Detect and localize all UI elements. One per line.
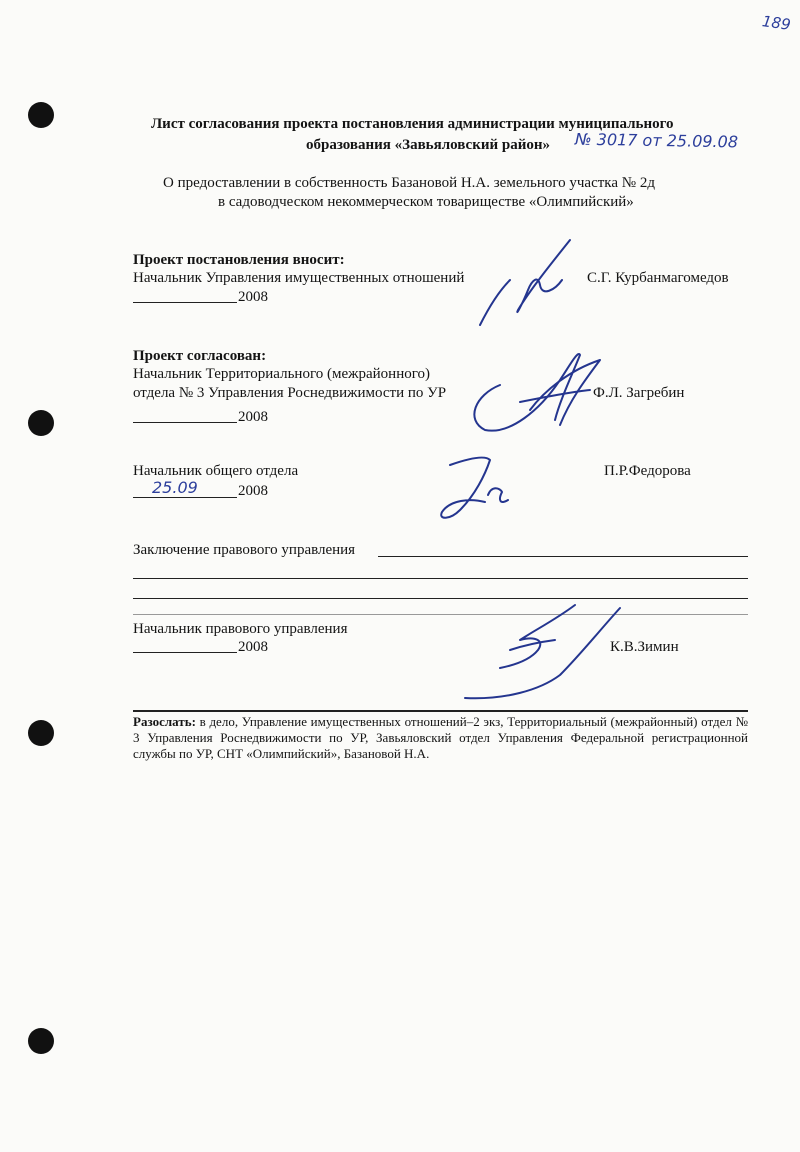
submitted-position: Начальник Управления имущественных отношений [133, 270, 465, 286]
binder-hole [28, 720, 54, 746]
agreed-year: 2008 [238, 409, 268, 425]
binder-hole [28, 410, 54, 436]
page-number: 189 [760, 12, 792, 34]
legal-position: Начальник правового управления [133, 621, 348, 637]
agreed-name: Ф.Л. Загребин [593, 385, 685, 401]
conclusion-line [133, 598, 748, 599]
signature-fedorova [430, 450, 520, 525]
agreed-heading: Проект согласован: [133, 348, 267, 364]
conclusion-line [133, 578, 748, 579]
submitted-name: С.Г. Курбанмагомедов [587, 270, 729, 286]
binder-hole [28, 1028, 54, 1054]
signature-zagrebin [460, 340, 610, 440]
title-line-2: образования «Завьяловский район» [306, 137, 551, 153]
legal-conclusion-label: Заключение правового управления [133, 542, 356, 558]
general-date-handwritten: 25.09 [152, 478, 198, 497]
general-year: 2008 [238, 483, 268, 499]
date-blank [133, 652, 237, 653]
date-blank [133, 302, 237, 303]
agreed-position-1: Начальник Территориального (межрайонного) [133, 366, 430, 382]
title-line-1: Лист согласования проекта постановления администрации муниципального [151, 116, 674, 132]
distribution-label: Разослать: [133, 714, 196, 729]
subject-line-2: в садоводческом некоммерческом товариществе «Олимпийский» [218, 194, 634, 210]
legal-name: К.В.Зимин [610, 639, 679, 655]
conclusion-line [378, 556, 748, 557]
date-blank [133, 497, 237, 498]
submitted-heading: Проект постановления вносит: [133, 252, 345, 268]
subject-line-1: О предоставлении в собственность Базановой Н.А. земельного участка № 2д [163, 175, 655, 191]
distribution-separator [133, 710, 748, 712]
legal-year: 2008 [238, 639, 268, 655]
general-position: Начальник общего отдела [133, 463, 299, 479]
date-blank [133, 422, 237, 423]
submitted-year: 2008 [238, 289, 268, 305]
agreed-position-2: отдела № 3 Управления Роснедвижимости по УР [133, 385, 447, 401]
distribution-block [133, 714, 748, 762]
conclusion-line [133, 614, 748, 615]
general-name: П.Р.Федорова [604, 463, 691, 479]
binder-hole [28, 102, 54, 128]
distribution-text: в дело, Управление имущественных отношений–2 экз, Территориальный (межрайонный) отдел № 3 Управления Роснедвижимости по УР, Завьяловский отдел Управления Федеральной регистрационной службы по УР, СНТ «Олимпийский», Базановой Н.А. [133, 714, 748, 761]
signature-zimin [450, 600, 630, 705]
signature-kurbanmagomedov [470, 235, 580, 335]
handwritten-decree-number: № 3017 от 25.09.08 [574, 129, 739, 152]
